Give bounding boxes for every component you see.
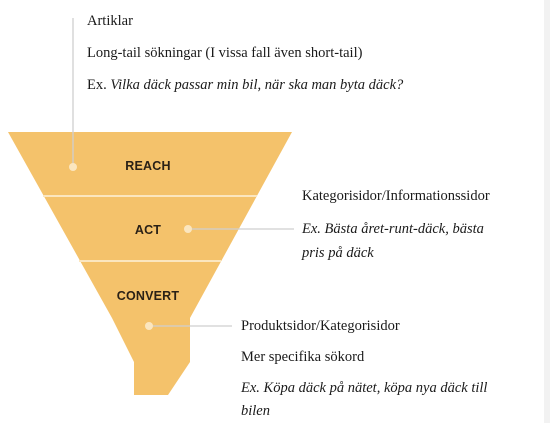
act-example-line2: pris på däck <box>302 245 374 261</box>
convert-example-line2: bilen <box>241 403 270 419</box>
reach-example-text: Vilka däck passar min bil, när ska man byta däck? <box>110 77 404 93</box>
reach-title: Artiklar <box>87 13 133 29</box>
stage-label-act: ACT <box>134 223 162 237</box>
scrollbar-track[interactable] <box>544 0 550 423</box>
connector-dot-convert <box>145 322 153 330</box>
convert-example-line1: Ex. Köpa däck på nätet, köpa nya däck till <box>241 380 488 396</box>
connector-dot-act <box>184 225 192 233</box>
stage-label-reach: REACH <box>125 159 171 173</box>
act-example-line1: Ex. Bästa året-runt-däck, bästa <box>302 221 484 237</box>
act-title: Kategorisidor/Informationssidor <box>302 188 490 204</box>
reach-example <box>87 76 403 94</box>
stage-label-convert: CONVERT <box>116 289 180 303</box>
convert-title: Produktsidor/Kategorisidor <box>241 318 400 334</box>
convert-description: Mer specifika sökord <box>241 349 365 365</box>
reach-description: Long-tail sökningar (I vissa fall även short-tail) <box>87 45 363 61</box>
reach-example-prefix: Ex. <box>87 77 107 93</box>
connector-dot-reach <box>69 163 77 171</box>
